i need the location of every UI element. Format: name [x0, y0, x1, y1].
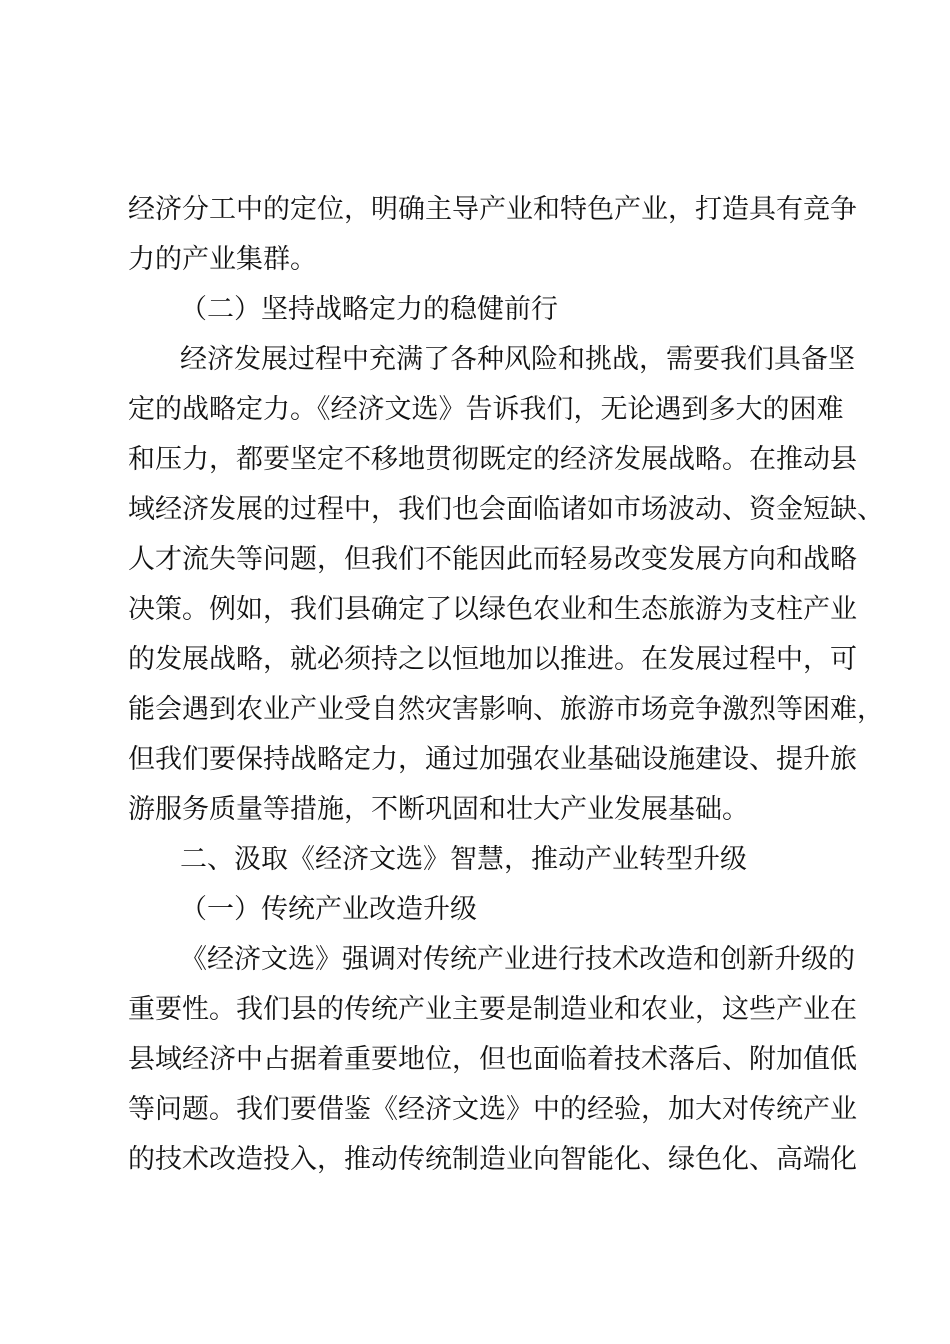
body-text-line: 的发展战略，就必须持之以恒地加以推进。在发展过程中，可: [128, 644, 857, 675]
document-body: [128, 185, 884, 1185]
body-text-line: 经济分工中的定位，明确主导产业和特色产业，打造具有竞争: [128, 194, 857, 225]
chapter-heading-2: 二、汲取《经济文选》智慧，推动产业转型升级: [180, 844, 747, 875]
paragraph-start-line: 经济发展过程中充满了各种风险和挑战，需要我们具备坚: [180, 344, 855, 375]
body-text-line: 县域经济中占据着重要地位，但也面临着技术落后、附加值低: [128, 1044, 857, 1075]
body-text-line: 能会遇到农业产业受自然灾害影响、旅游市场竞争激烈等困难，: [128, 694, 884, 725]
body-text-line: 但我们要保持战略定力，通过加强农业基础设施建设、提升旅: [128, 744, 857, 775]
body-text-line: 重要性。我们县的传统产业主要是制造业和农业，这些产业在: [128, 994, 857, 1025]
section-heading-2: （二）坚持战略定力的稳健前行: [180, 294, 558, 325]
body-text-line: 人才流失等问题，但我们不能因此而轻易改变发展方向和战略: [128, 544, 857, 575]
body-text-line: 和压力，都要坚定不移地贯彻既定的经济发展战略。在推动县: [128, 444, 857, 475]
paragraph-start-line: 《经济文选》强调对传统产业进行技术改造和创新升级的: [180, 944, 855, 975]
body-text-line: 域经济发展的过程中，我们也会面临诸如市场波动、资金短缺、: [128, 494, 884, 525]
body-text-line: 力的产业集群。: [128, 244, 317, 275]
body-text-line: 的技术改造投入，推动传统制造业向智能化、绿色化、高端化: [128, 1144, 857, 1175]
body-text-line: 游服务质量等措施，不断巩固和壮大产业发展基础。: [128, 794, 749, 825]
body-text-line: 定的战略定力。《经济文选》告诉我们，无论遇到多大的困难: [128, 394, 844, 425]
section-heading-1: （一）传统产业改造升级: [180, 894, 477, 925]
body-text-line: 等问题。我们要借鉴《经济文选》中的经验，加大对传统产业: [128, 1094, 857, 1125]
body-text-line: 决策。例如，我们县确定了以绿色农业和生态旅游为支柱产业: [128, 594, 857, 625]
